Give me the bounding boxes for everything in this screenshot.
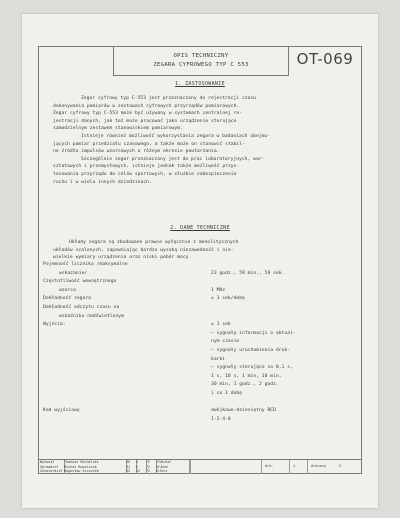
spec-value: 1 MHz: [211, 287, 226, 293]
signature-cell-role: Sprawdził: [39, 465, 65, 470]
sheet-label: Ark.: [265, 464, 274, 468]
signature-cell-sign: T.Michal: [155, 460, 191, 465]
paragraph-line: Zegar cyfrowy typ C-553 jest przeznaczony do rejestracji czasu: [81, 96, 256, 101]
signature-cell-m: XI: [135, 469, 147, 474]
spec-value: – sygnały sterujące co 0,1 s,: [211, 365, 293, 371]
spec-label: Dokładność zegara: [43, 296, 91, 302]
signature-cell-role: Zatwierdził: [39, 469, 65, 474]
spec-label: Wyjścia:: [43, 322, 66, 328]
paragraph-line: ruchu i w wielu innych dziedzinach.: [53, 179, 152, 185]
spec-label: wzorca: [59, 287, 76, 293]
signature-cell-y: 72: [145, 469, 157, 474]
paragraph-line: samodzielnym zestawem stanowiskiem pomiarowym.: [53, 126, 183, 132]
title-block: [39, 459, 361, 474]
spec-value: ± 1 sek: [211, 322, 231, 328]
spec-label: Kod wyjściowy: [43, 408, 80, 414]
title-frame: [38, 46, 362, 474]
spec-value: nym czasie: [211, 339, 240, 345]
paragraph-line: Szczególnie zegar przeznaczony jest do prac laboratoryjnych, war-: [81, 156, 265, 162]
paragraph-line: jących pomiar przedziału czasowego, a także może on stanowić stabil-: [53, 141, 245, 147]
signature-cell-d: 30: [125, 460, 137, 465]
paragraph-line: wielkie wymiary urządzenia oraz niski pobór mocy.: [53, 255, 192, 261]
paragraph-line: Układy zegara są zbudowane prawie wyłącznie z monolitycznych: [69, 240, 239, 245]
signature-cell-role: Wykonał: [39, 460, 65, 465]
spec-value: 1-2-4-8: [211, 416, 231, 422]
spec-label: wskaźniku nadświetlonym: [59, 313, 124, 319]
sheets-total-label: Arkuszy: [311, 464, 327, 468]
signature-cell-d: 31: [125, 465, 137, 470]
spec-value: 30 min, 1 godz., 2 godz.: [211, 382, 279, 388]
paragraph-line: Zegar cyfrowy typ C-553 może być używany w systemach centralnej re-: [53, 111, 243, 117]
sheet-number: 1: [293, 464, 296, 468]
spec-value: ± 1 sek/dobę: [211, 296, 245, 302]
paragraph-line: sztatowych i przemysłowych, istnieje jednak także możliwość przys-: [53, 164, 240, 170]
section-1-heading: 1. ZASTOSOWANIE: [175, 81, 225, 87]
signature-cell-m: X: [135, 465, 147, 470]
spec-value: i co 1 dobę: [211, 391, 243, 396]
spec-value: karki: [211, 356, 226, 362]
header-title-box: [113, 47, 289, 76]
section-2-heading: 2. DANE TECHNICZNE: [170, 225, 230, 231]
signature-cell-name: Bogusław Szczurek: [63, 469, 127, 474]
paragraph-line: dokonywania pomiarów w zestawach cyfrowych przyrządów pomiarowych.: [53, 103, 240, 109]
signature-cell-name: Tadeusz Michalski: [63, 460, 127, 465]
sheets-total: 2: [339, 464, 342, 468]
header-title-line2: ZEGARA CYFROWEGO TYP C 553: [153, 62, 249, 68]
paragraph-line: jestracji danych, jak też może pracować jako urządzenie sterujące: [53, 118, 237, 124]
spec-value: dwójkowo-dziesiętny BCD: [211, 408, 276, 414]
document-page: [22, 14, 378, 508]
spec-label: Dokładność odczytu czasu na: [43, 305, 120, 310]
spec-value: 23 godz., 59 min., 59 sek.: [211, 270, 285, 276]
spec-value: – sygnały informacji o aktual-: [211, 330, 296, 336]
spec-label: wskazanie/: [59, 270, 88, 276]
signature-cell-m: X: [135, 460, 147, 465]
signature-cell-name: Michał Kowalczyk: [63, 465, 127, 470]
paragraph-line: tosowania przyrządu do celów sportowych, w służbie zabezpieczenia: [53, 172, 237, 177]
signature-cell-y: 72: [145, 465, 157, 470]
signature-cell-y: 72: [145, 460, 157, 465]
signature-cell-d: 05: [125, 469, 137, 474]
spec-value: – sygnały uruchomienia druk-: [211, 348, 291, 353]
spec-label: Częstotliwość wewnętrznego: [43, 279, 117, 285]
spec-value: 1 s, 10 s, 1 min, 10 min,: [211, 373, 282, 379]
signature-row: [39, 469, 189, 474]
paragraph-line: układów scalonych, zapewniając bardzo wysoką niezawodność i nie-: [53, 247, 234, 253]
header-title-line1: OPIS TECHNICZNY: [173, 53, 229, 59]
spec-label: Pojemność licznika /maksymalne: [43, 262, 128, 267]
document-code: OT-069: [296, 50, 354, 68]
signature-cell-sign: M.Kow: [155, 465, 191, 470]
signature-cell-sign: B.Szcz: [155, 469, 191, 474]
paragraph-line: ne źródło impulsów wzorcowych o różnym okresie powtarzania.: [53, 149, 220, 155]
paragraph-line: Istnieje również możliwość wykorzystania zegara w badaniach obejmu-: [81, 134, 271, 139]
